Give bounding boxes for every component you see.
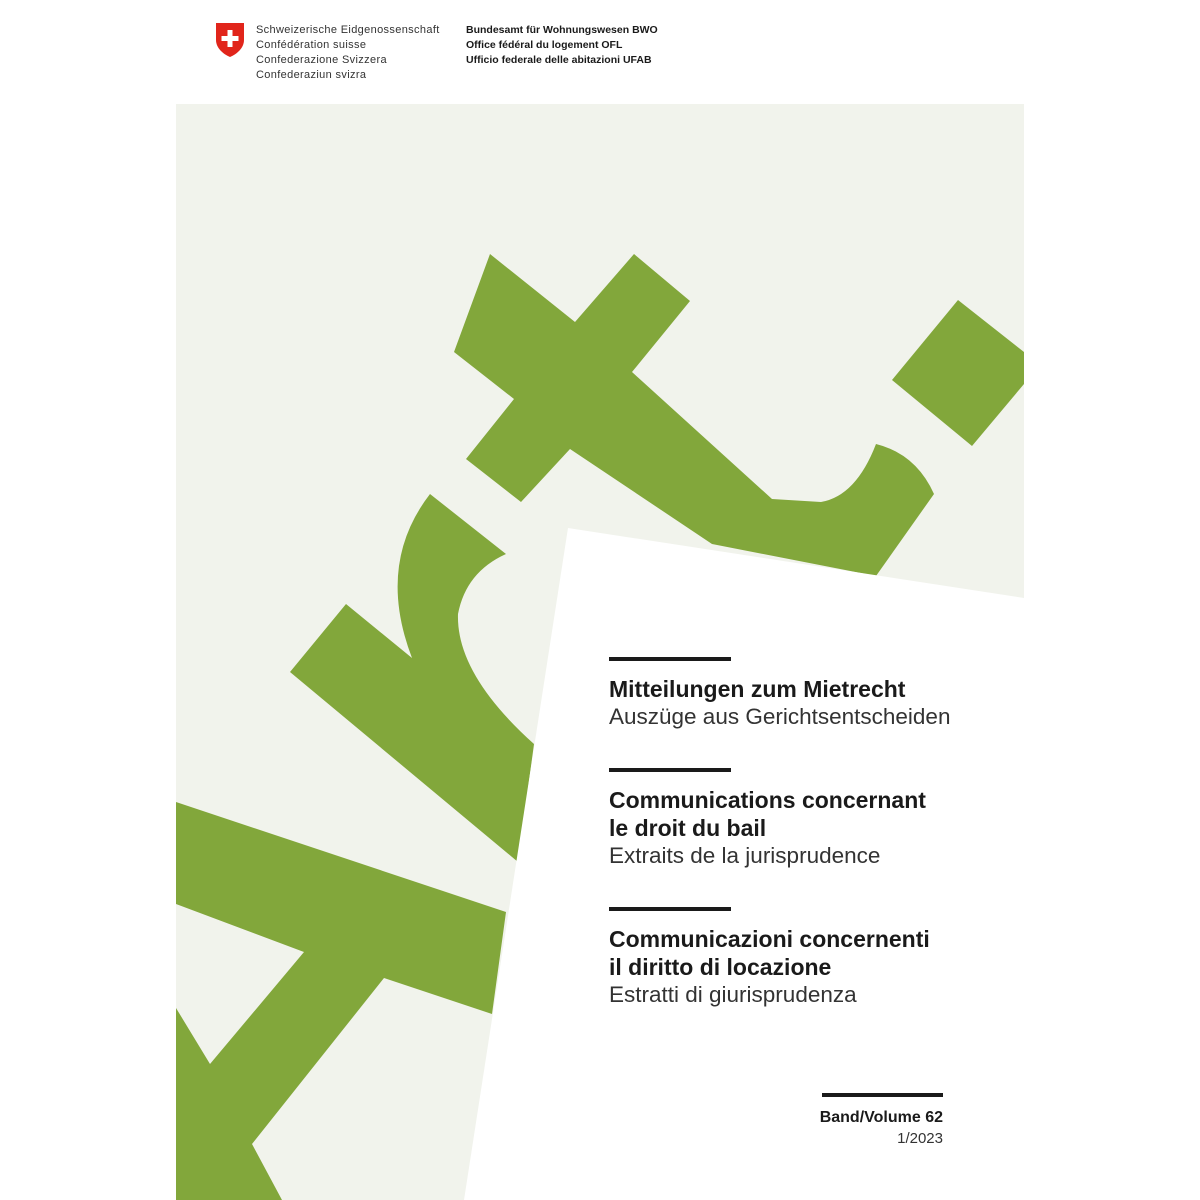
swiss-cross-shield-icon bbox=[215, 22, 245, 58]
title-rule-it bbox=[609, 907, 731, 911]
art-letters-graphic bbox=[176, 104, 1024, 1200]
confederation-name-rm: Confederaziun svizra bbox=[256, 69, 367, 81]
title-de: Mitteilungen zum Mietrecht bbox=[609, 676, 906, 702]
title-it-line2: il diritto di locazione bbox=[609, 954, 832, 980]
office-names bbox=[466, 23, 658, 68]
title-block-fr bbox=[609, 768, 926, 870]
subtitle-de: Auszüge aus Gerichtsentscheiden bbox=[609, 704, 951, 729]
office-name-fr: Office fédéral du logement OFL bbox=[466, 39, 623, 51]
confederation-names bbox=[256, 23, 440, 83]
title-rule-fr bbox=[609, 768, 731, 772]
cover-artwork bbox=[176, 104, 1024, 1200]
confederation-name-fr: Confédération suisse bbox=[256, 39, 367, 51]
subtitle-it: Estratti di giurisprudenza bbox=[609, 982, 857, 1007]
confederation-name-it: Confederazione Svizzera bbox=[256, 54, 387, 66]
volume-label: Band/Volume 62 bbox=[819, 1109, 943, 1126]
volume-block bbox=[810, 1093, 943, 1149]
volume-rule bbox=[822, 1093, 943, 1097]
title-it-line1: Communicazioni concernenti bbox=[609, 926, 930, 952]
page-header bbox=[0, 0, 1200, 104]
title-rule-de bbox=[609, 657, 731, 661]
title-fr-line1: Communications concernant bbox=[609, 787, 926, 813]
volume-issue: 1/2023 bbox=[897, 1130, 943, 1147]
title-fr-line2: le droit du bail bbox=[609, 815, 767, 841]
title-block-de bbox=[609, 657, 950, 731]
subtitle-fr: Extraits de la jurisprudence bbox=[609, 843, 881, 868]
title-block-it bbox=[609, 907, 930, 1009]
office-name-de: Bundesamt für Wohnungswesen BWO bbox=[466, 24, 658, 36]
confederation-name-de: Schweizerische Eidgenossenschaft bbox=[256, 24, 440, 36]
office-name-it: Ufficio federale delle abitazioni UFAB bbox=[466, 54, 652, 66]
